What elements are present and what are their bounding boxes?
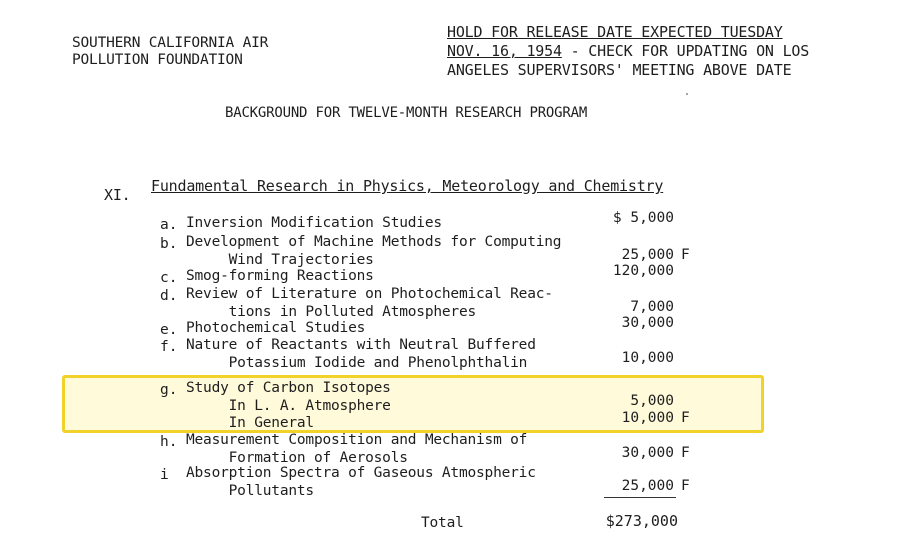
item-amount: $ 5,000 — [612, 210, 674, 226]
section-title: Fundamental Research in Physics, Meteorology and Chemistry — [151, 177, 664, 195]
item-letter: e. — [160, 322, 178, 338]
item-amount: 25,000 — [621, 477, 674, 494]
item-funding-mark: F — [681, 444, 690, 461]
item-amount: 30,000 — [621, 315, 674, 331]
item-amount: 120,000 — [612, 263, 674, 279]
item-description-line: Inversion Modification Studies — [186, 215, 442, 231]
document-title: BACKGROUND FOR TWELVE-MONTH RESEARCH PROGRAM — [225, 105, 588, 121]
item-description-line: Wind Trajectories — [186, 251, 374, 268]
org-line-2: POLLUTION FOUNDATION — [72, 52, 243, 68]
section-number: XI. — [104, 186, 131, 204]
organization-name — [72, 35, 268, 69]
item-amount: 10,000 — [621, 349, 674, 366]
item-description-line: Photochemical Studies — [186, 320, 366, 336]
release-notice — [447, 23, 809, 80]
item-description-line: In L. A. Atmosphere — [186, 397, 391, 414]
release-line-1: HOLD FOR RELEASE DATE EXPECTED TUESDAY — [447, 23, 783, 41]
item-letter: a. — [160, 217, 178, 233]
item-letter: d. — [160, 288, 178, 304]
item-description-line: Development of Machine Methods for Computing — [186, 234, 562, 250]
release-date: NOV. 16, 1954 — [447, 42, 562, 60]
item-description-line: Review of Literature on Photochemical Reac- — [186, 286, 553, 302]
item-amount: 25,000 — [621, 246, 674, 263]
item-description-line: Potassium Iodide and Phenolphthalin — [186, 354, 528, 371]
item-amount: 30,000 — [621, 444, 674, 461]
org-line-1: SOUTHERN CALIFORNIA AIR — [72, 35, 269, 51]
item-amount: 10,000 — [621, 410, 674, 426]
item-description-line: Nature of Reactants with Neutral Buffered — [186, 337, 536, 353]
item-description-line: In General — [186, 415, 314, 431]
item-description-line: Absorption Spectra of Gaseous Atmospheric — [186, 465, 536, 481]
total-rule — [604, 497, 676, 498]
item-letter: f. — [160, 339, 178, 355]
item-letter: h. — [160, 434, 178, 450]
item-letter: i — [160, 467, 169, 483]
release-line-3: ANGELES SUPERVISORS' MEETING ABOVE DATE — [447, 61, 792, 79]
item-letter: g. — [160, 382, 178, 398]
total-amount: $273,000 — [605, 512, 678, 530]
item-letter: b. — [160, 236, 178, 252]
item-funding-mark: F — [681, 477, 690, 494]
item-description-line: Pollutants — [186, 482, 314, 499]
item-funding-mark: F — [681, 246, 690, 263]
item-amount: 7,000 — [630, 298, 674, 315]
total-label: Total — [421, 515, 464, 531]
item-amount: 5,000 — [630, 392, 674, 409]
item-description-line: Formation of Aerosols — [186, 449, 408, 466]
item-description-line: Smog-forming Reactions — [186, 268, 374, 284]
paper-speck — [686, 93, 688, 95]
item-funding-mark: F — [681, 410, 690, 426]
item-description-line: Measurement Composition and Mechanism of — [186, 432, 528, 448]
release-line-2-rest: - CHECK FOR UPDATING ON LOS — [561, 42, 810, 60]
item-description-line: Study of Carbon Isotopes — [186, 380, 391, 396]
item-description-line: tions in Polluted Atmospheres — [186, 303, 477, 320]
item-letter: c. — [160, 270, 178, 286]
